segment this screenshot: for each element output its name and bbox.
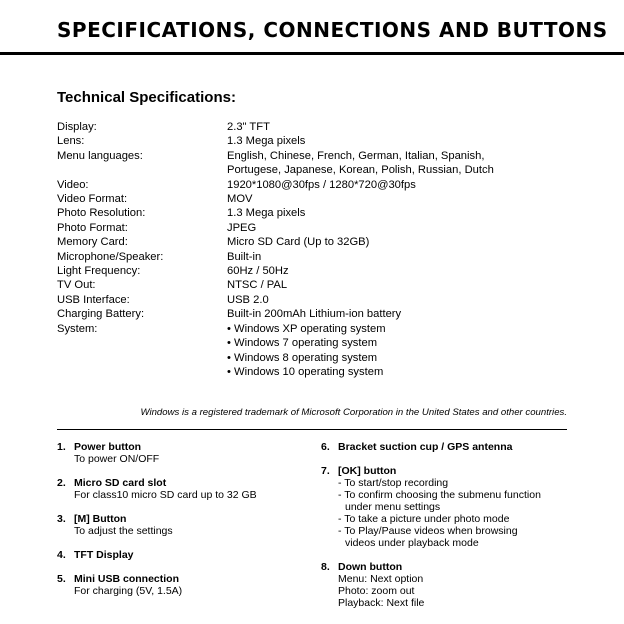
buttons-list-left (57, 441, 307, 597)
button-item (321, 561, 581, 609)
button-item-title: Bracket suction cup / GPS antenna (338, 441, 513, 453)
button-item-number: 8. (321, 561, 330, 573)
button-item-desc: Photo: zoom out (338, 585, 415, 597)
button-item-number: 3. (57, 513, 66, 525)
button-item (321, 465, 581, 549)
spec-value (227, 120, 577, 134)
spec-value (227, 235, 577, 249)
spec-row (57, 307, 577, 321)
spec-value (227, 221, 577, 235)
spec-value (227, 278, 577, 292)
spec-row (57, 149, 577, 178)
button-item-desc: - To confirm choosing the submenu function (338, 489, 541, 501)
button-item-number: 2. (57, 477, 66, 489)
spec-label: Video Format: (57, 193, 128, 206)
page-title: SPECIFICATIONS, CONNECTIONS AND BUTTONS (57, 18, 608, 42)
button-item (57, 477, 307, 501)
button-item-desc: Playback: Next file (338, 597, 425, 609)
spec-label: System: (57, 322, 98, 335)
button-item-number: 1. (57, 441, 66, 453)
button-item-desc: - To Play/Pause videos when browsing (338, 525, 518, 537)
spec-row (57, 264, 577, 278)
spec-value (227, 307, 577, 321)
spec-row (57, 278, 577, 292)
spec-value-line: Portugese, Japanese, Korean, Polish, Russian, Dutch (227, 164, 494, 177)
spec-table (57, 120, 577, 379)
spec-value-line: • Windows XP operating system (227, 322, 386, 335)
spec-value (227, 206, 577, 220)
spec-value-line: 60Hz / 50Hz (227, 265, 289, 278)
button-item-desc: Menu: Next option (338, 573, 424, 585)
button-item-title: [OK] button (338, 465, 397, 477)
button-item-title: Down button (338, 561, 403, 573)
button-item-desc: To adjust the settings (74, 525, 173, 537)
spec-row (57, 206, 577, 220)
button-item-desc: videos under playback mode (345, 537, 479, 549)
button-item-title: Mini USB connection (74, 573, 179, 585)
button-item (321, 441, 581, 453)
button-item-desc: under menu settings (345, 501, 441, 513)
spec-label: TV Out: (57, 279, 96, 292)
spec-label: Menu languages: (57, 149, 143, 162)
spec-value (227, 250, 577, 264)
spec-value (227, 149, 577, 178)
spec-value-line: JPEG (227, 221, 257, 234)
title-divider (0, 52, 624, 55)
spec-label: Lens: (57, 135, 85, 148)
spec-value (227, 192, 577, 206)
spec-label: Charging Battery: (57, 308, 145, 321)
button-item (57, 441, 307, 465)
button-item-number: 5. (57, 573, 66, 585)
spec-row (57, 293, 577, 307)
spec-value-line: 1.3 Mega pixels (227, 207, 306, 220)
button-item-title: TFT Display (74, 549, 134, 561)
trademark-note: Windows is a registered trademark of Microsoft Corporation in the United States and other countries. (140, 407, 567, 418)
spec-value-line: • Windows 7 operating system (227, 337, 378, 350)
button-item-number: 6. (321, 441, 330, 453)
spec-value-line: • Windows 10 operating system (227, 365, 384, 378)
button-item-number: 4. (57, 549, 66, 561)
spec-row (57, 192, 577, 206)
section-divider (57, 429, 567, 430)
spec-value-line: Micro SD Card (Up to 32GB) (227, 236, 370, 249)
spec-label: Photo Format: (57, 221, 128, 234)
spec-row (57, 134, 577, 148)
button-item (57, 513, 307, 537)
spec-value-line: • Windows 8 operating system (227, 351, 378, 364)
spec-value-line: Built-in 200mAh Lithium-ion battery (227, 308, 402, 321)
spec-row (57, 235, 577, 249)
spec-row (57, 221, 577, 235)
spec-label: Photo Resolution: (57, 207, 146, 220)
spec-value-line: USB 2.0 (227, 293, 269, 306)
spec-value-line: English, Chinese, French, German, Italian, Spanish, (227, 149, 485, 162)
tech-specs-heading: Technical Specifications: (57, 89, 236, 106)
button-item-desc: - To take a picture under photo mode (338, 513, 510, 525)
button-item-title: Power button (74, 441, 142, 453)
spec-value-line: NTSC / PAL (227, 279, 288, 292)
button-item-title: [M] Button (74, 513, 127, 525)
spec-label: Memory Card: (57, 236, 128, 249)
spec-value-line: 1920*1080@30fps / 1280*720@30fps (227, 178, 416, 191)
button-item-desc: To power ON/OFF (74, 453, 160, 465)
spec-row (57, 120, 577, 134)
spec-value (227, 178, 577, 192)
button-item-desc: For class10 micro SD card up to 32 GB (74, 489, 257, 501)
spec-row (57, 322, 577, 380)
spec-value (227, 322, 577, 380)
button-item-number: 7. (321, 465, 330, 477)
button-item-desc: - To start/stop recording (338, 477, 449, 489)
spec-label: Display: (57, 121, 97, 133)
spec-label: Light Frequency: (57, 265, 141, 278)
button-item-title: Micro SD card slot (74, 477, 167, 489)
spec-value-line: MOV (227, 193, 253, 206)
spec-row (57, 250, 577, 264)
spec-label: Video: (57, 178, 89, 191)
button-item (57, 549, 307, 561)
button-item (57, 573, 307, 597)
spec-label: USB Interface: (57, 293, 130, 306)
button-item-desc: For charging (5V, 1.5A) (74, 585, 183, 597)
spec-value-line: Built-in (227, 250, 262, 263)
spec-value (227, 264, 577, 278)
buttons-list-right (321, 441, 581, 609)
spec-value (227, 293, 577, 307)
spec-value-line: 1.3 Mega pixels (227, 135, 306, 148)
spec-row (57, 178, 577, 192)
spec-label: Microphone/Speaker: (57, 250, 164, 263)
spec-value-line: 2.3" TFT (227, 121, 270, 133)
spec-value (227, 134, 577, 148)
